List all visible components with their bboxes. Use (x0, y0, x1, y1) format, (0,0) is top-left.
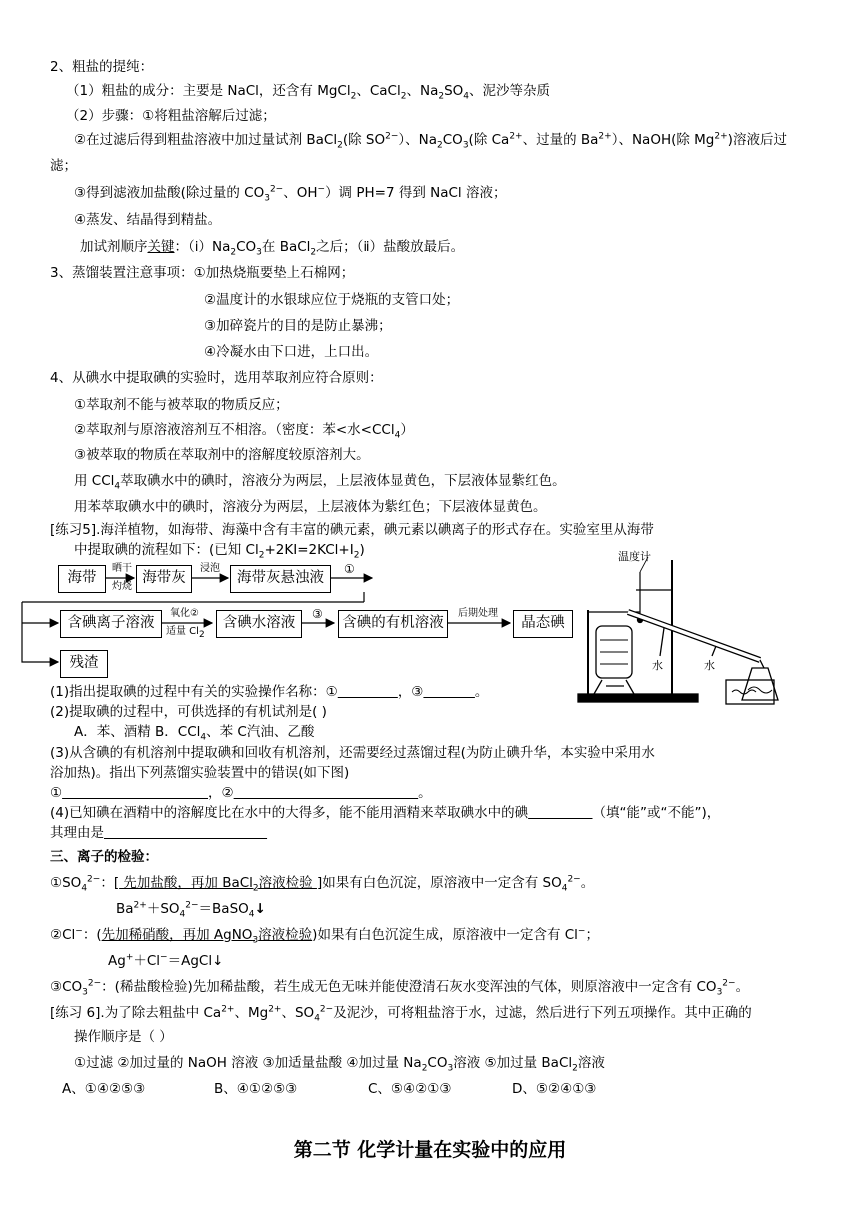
chloride-test: ②Cl−：(先加稀硝酸，再加 AgNO$_3$溶液检验)如果有白色沉淀生成，原溶液中一定含有 Cl−； (50, 926, 599, 946)
section-title: 第二节 化学计量在实验中的应用 (293, 1139, 567, 1161)
distill-note-2: ②温度计的水银球应位于烧瓶的支管口处； (204, 292, 460, 308)
flow-box-crystal-iodine: 晶态碘 (513, 610, 573, 638)
answer-blank-error-2[interactable] (234, 785, 419, 801)
question-4-line-1: (4)已知碘在酒精中的溶解度比在水中的大得多，能不能用酒精来萃取碘水中的碘 （填“能”或“不能”)， (50, 805, 721, 821)
question-1: (1)指出提取碘的过程中有关的实验操作名称：① ，③ 。 (50, 684, 489, 700)
answer-blank-reason[interactable] (104, 825, 267, 841)
extract-rule-3: ③被萃取的物质在萃取剂中的溶解度较原溶剂大。 (74, 447, 370, 463)
step-2-line: ②在过滤后得到粗盐溶液中加过量试剂 BaCl$_2$(除 $SO^{2-}$）、$Na_2CO_3$(除 $Ca^{2+}$、过量的 $Ba^{2+}$）、NaOH(除 $Mg^{2+}$)溶液后过 (74, 131, 787, 151)
flow-box-residue: 残渣 (60, 650, 108, 678)
exercise-6-line-2: 操作顺序是（ ） (74, 1029, 173, 1045)
reagent-order-line: 加试剂顺序关键：$(ⅰ)Na_2CO_3$在 BaCl$_2$之后；（ⅱ）盐酸放最后。 (80, 239, 465, 258)
question-4-line-2: 其理由是 (50, 824, 267, 842)
exercise-6-option-d[interactable]: D、⑤②④①③ (512, 1081, 597, 1097)
apparatus-label-thermometer: 温度计 (618, 550, 651, 563)
flow-label-dry: 晒干 (112, 563, 132, 574)
crude-salt-composition: （1）粗盐的成分：主要是 NaCl，还含有 MgCl$_2$、CaCl$_2$、$Na_2SO_4$、泥沙等杂质 (66, 83, 551, 102)
apparatus-label-water-in: 水 (652, 659, 663, 672)
carbonate-test: $③CO_3^{2-}$：(稀盐酸检验)先加稀盐酸，若生成无色无味并能使澄清石灰水变浑浊的气体，则原溶液中一定含有 $CO_3^{2-}$。 (50, 978, 750, 998)
flow-label-step1: ① (344, 562, 355, 576)
answer-blank-can[interactable] (528, 805, 592, 821)
chloride-equation: Ag+＋Cl−＝AgCl↓ (108, 952, 224, 969)
question-2-options: A．苯、酒精 B．CCl$_4$、苯 C汽油、乙酸 (74, 724, 315, 743)
exercise-6-option-b[interactable]: B、④①②⑤③ (214, 1081, 298, 1097)
distill-note-3: ③加碎瓷片的目的是防止暴沸； (204, 318, 392, 334)
exercise-6-operations: ①过滤 ②加过量的 NaOH 溶液 ③加适量盐酸 ④加过量 $Na_2CO_3$溶液 ⑤加过量 BaCl$_2$溶液 (74, 1055, 605, 1074)
section-3-heading: 3、蒸馏装置注意事项：①加热烧瓶要垫上石棉网； (50, 265, 355, 281)
flow-label-oxidize: 氧化② (170, 608, 199, 619)
extract-rule-2: ②萃取剂与原溶液溶剂互不相溶。（密度：苯<水<CCl$_4$） (74, 422, 414, 441)
steps-line: （2）步骤：①将粗盐溶解后过滤； (66, 108, 276, 124)
question-3-blanks: ① ，② 。 (50, 785, 432, 801)
question-3-line-1: (3)从含碘的有机溶剂中提取碘和回收有机溶剂，还需要经过蒸馏过程(为防止碘升华，本实验中采用水 (50, 745, 655, 761)
distill-note-4: ④冷凝水由下口进，上口出。 (204, 344, 379, 360)
distillation-apparatus (578, 557, 778, 704)
sulfate-equation: $Ba^{2+}+SO_4^{2-}=BaSO_4↓$ (116, 900, 266, 920)
benzene-note: 用苯萃取碘水中的碘时，溶液分为两层，上层液体为紫红色；下层液体显黄色。 (74, 499, 547, 515)
flow-box-iodine-water: 含碘水溶液 (216, 610, 302, 638)
flow-box-kelp-ash: 海带灰 (136, 565, 192, 593)
flow-box-organic-solution: 含碘的有机溶液 (338, 610, 448, 638)
flow-label-chlorine: 适量 $Cl_2$ (166, 626, 205, 640)
exercise-6-option-c[interactable]: C、⑤④②①③ (368, 1081, 452, 1097)
step-2-cont: 滤； (50, 158, 77, 174)
answer-blank-3[interactable] (423, 684, 475, 700)
answer-blank-error-1[interactable] (62, 785, 208, 801)
residue-bracket (22, 602, 58, 662)
flow-box-suspension: 海带灰悬浊液 (230, 565, 331, 593)
flow-label-step3: ③ (312, 607, 323, 621)
section-ion-test-heading: 三、离子的检验： (50, 849, 158, 865)
exercise-5-line-2: 中提取碘的流程如下：(已知 $Cl_2+2KI=2KCl+I_2$) (74, 542, 365, 561)
step-4-line: ④蒸发、结晶得到精盐。 (74, 212, 222, 228)
extract-rule-1: ①萃取剂不能与被萃取的物质反应； (74, 397, 289, 413)
step-3-line: ③得到滤液加盐酸(除过量的 $CO_3^{2-}$、OH−）调 PH=7 得到 NaCl 溶液； (74, 184, 507, 204)
exercise-6-line-1: [练习 6].为了除去粗盐中 $Ca^{2+}$、$Mg^{2+}$、$SO_4^{2-}$及泥沙，可将粗盐溶于水，过滤，然后进行下列五项操作。其中正确的 (50, 1004, 752, 1024)
flow-label-burn: 灼烧 (112, 581, 132, 592)
answer-blank-1[interactable] (338, 684, 398, 700)
section-2-heading: 2、粗盐的提纯： (50, 59, 154, 75)
flow-label-soak: 浸泡 (200, 563, 220, 574)
question-3-line-2: 浴加热)。指出下列蒸馏实验装置中的错误(如下图) (50, 765, 350, 781)
flow-box-kelp: 海带 (58, 565, 106, 593)
exercise-5-line-1: [练习5].海洋植物，如海带、海藻中含有丰富的碘元素，碘元素以碘离子的形式存在。实验室里从海带 (50, 522, 654, 538)
question-2: (2)提取碘的过程中，可供选择的有机试剂是( ) (50, 704, 327, 720)
flow-label-post-treatment: 后期处理 (458, 608, 498, 619)
exercise-6-option-a[interactable]: A、①④②⑤③ (62, 1081, 146, 1097)
sulfate-test: $①SO_4^{2-}$：[ 先加盐酸，再加 BaCl$_2$溶液检验 ]如果有白色沉淀，原溶液中一定含有 $SO_4^{2-}$。 (50, 874, 595, 894)
flow-box-iodide-solution: 含碘离子溶液 (60, 610, 162, 638)
section-4-heading: 4、从碘水中提取碘的实验时，选用萃取剂应符合原则： (50, 370, 383, 386)
ccl4-note: 用 CCl$_4$萃取碘水中的碘时，溶液分为两层，上层液体显黄色，下层液体显紫红色。 (74, 473, 566, 492)
apparatus-label-water-out: 水 (704, 659, 715, 672)
